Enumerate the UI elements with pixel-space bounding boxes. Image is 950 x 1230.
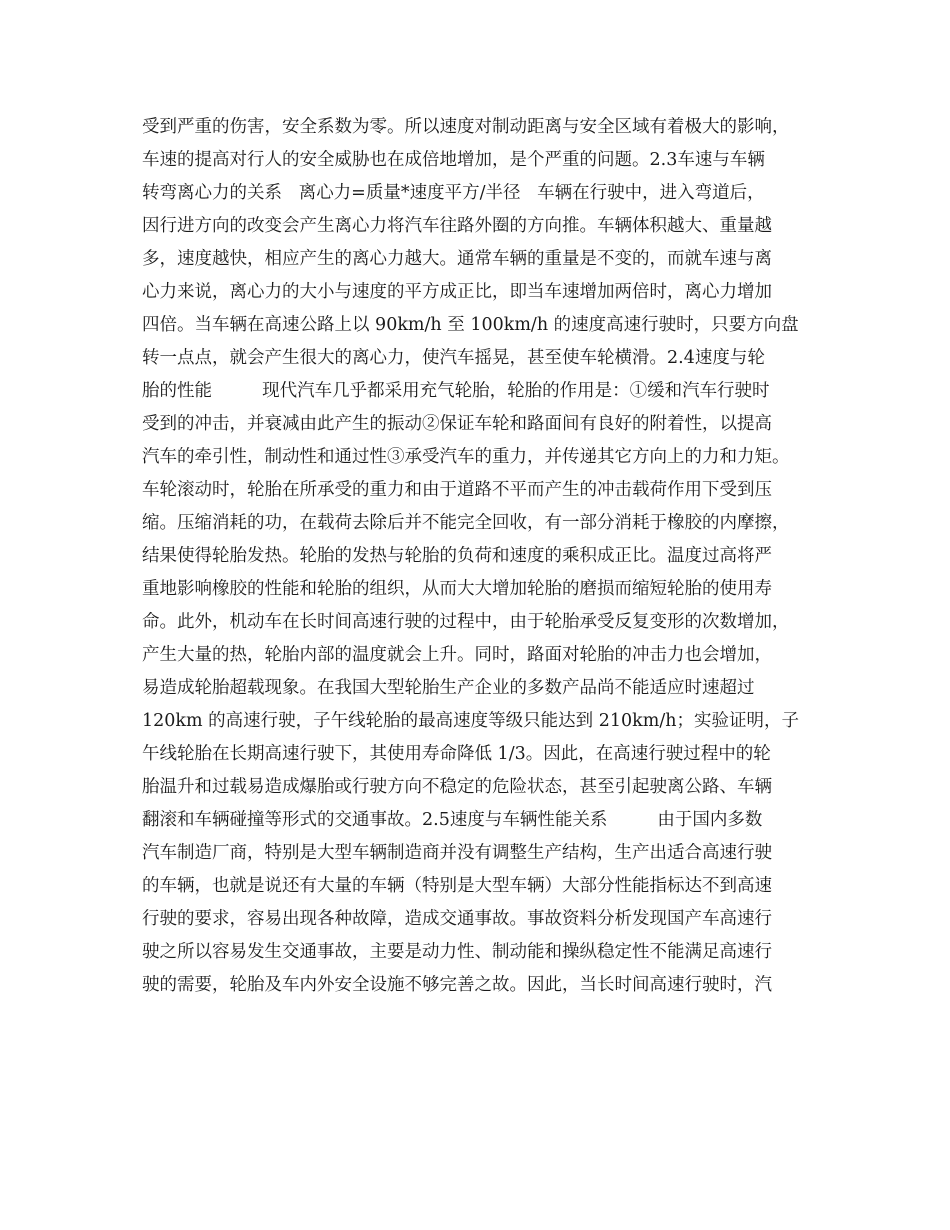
text-line: 午线轮胎在长期高速行驶下，其使用寿命降低 1/3。因此，在高速行驶过程中的轮 (142, 744, 771, 764)
text-line: 转一点点，就会产生很大的离心力，使汽车摇晃，甚至使车轮横滑。2.4速度与轮 (142, 348, 765, 368)
text-line: 驶的需要，轮胎及车内外安全设施不够完善之故。因此，当长时间高速行驶时，汽 (142, 975, 772, 995)
text-line: 转弯离心力的关系 离心力=质量*速度平方/半径 车辆在行驶中，进入弯道后， (142, 183, 765, 203)
text-line: 汽车的牵引性，制动性和通过性③承受汽车的重力，并传递其它方向上的力和力矩。 (142, 447, 790, 467)
text-line: 缩。压缩消耗的功，在载荷去除后并不能完全回收，有一部分消耗于橡胶的内摩擦， (142, 513, 790, 533)
text-line: 易造成轮胎超载现象。在我国大型轮胎生产企业的多数产品尚不能适应时速超过 (142, 678, 755, 698)
text-line: 汽车制造厂商，特别是大型车辆制造商并没有调整生产结构，生产出适合高速行驶 (142, 843, 772, 863)
text-line: 车轮滚动时，轮胎在所承受的重力和由于道路不平而产生的冲击载荷作用下受到压 (142, 480, 772, 500)
text-line: 的车辆，也就是说还有大量的车辆（特别是大型车辆）大部分性能指标达不到高速 (142, 876, 772, 896)
text-line: 心力来说，离心力的大小与速度的平方成正比，即当车速增加两倍时，离心力增加 (142, 282, 772, 302)
text-line: 四倍。当车辆在高速公路上以 90km/h 至 100km/h 的速度高速行驶时，只要方向盘 (142, 315, 799, 335)
text-line: 受到的冲击，并衰减由此产生的振动②保证车轮和路面间有良好的附着性，以提高 (142, 414, 772, 434)
text-line: 受到严重的伤害，安全系数为零。所以速度对制动距离与安全区域有着极大的影响， (142, 117, 790, 137)
text-line: 120km 的高速行驶，子午线轮胎的最高速度等级只能达到 210km/h；实验证明，子 (142, 711, 799, 731)
text-line: 驶之所以容易发生交通事故，主要是动力性、制动能和操纵稳定性不能满足高速行 (142, 942, 772, 962)
text-line: 因行进方向的改变会产生离心力将汽车往路外圈的方向推。车辆体积越大、重量越 (142, 216, 772, 236)
text-line: 结果使得轮胎发热。轮胎的发热与轮胎的负荷和速度的乘积成正比。温度过高将严 (142, 546, 772, 566)
text-line: 车速的提高对行人的安全威胁也在成倍地增加，是个严重的问题。2.3车速与车辆 (142, 150, 765, 170)
text-line: 翻滚和车辆碰撞等形式的交通事故。2.5速度与车辆性能关系 由于国内多数 (142, 810, 763, 830)
body-text (142, 111, 822, 1002)
text-line: 产生大量的热，轮胎内部的温度就会上升。同时，路面对轮胎的冲击力也会增加， (142, 645, 772, 665)
text-line: 胎的性能 现代汽车几乎都采用充气轮胎，轮胎的作用是：①缓和汽车行驶时 (142, 381, 770, 401)
text-line: 重地影响橡胶的性能和轮胎的组织，从而大大增加轮胎的磨损而缩短轮胎的使用寿 (142, 579, 772, 599)
text-line: 多，速度越快，相应产生的离心力越大。通常车辆的重量是不变的，而就车速与离 (142, 249, 772, 269)
text-line: 命。此外，机动车在长时间高速行驶的过程中，由于轮胎承受反复变形的次数增加， (142, 612, 790, 632)
text-line: 行驶的要求，容易出现各种故障，造成交通事故。事故资料分析发现国产车高速行 (142, 909, 772, 929)
text-line: 胎温升和过载易造成爆胎或行驶方向不稳定的危险状态，甚至引起驶离公路、车辆 (142, 777, 772, 797)
